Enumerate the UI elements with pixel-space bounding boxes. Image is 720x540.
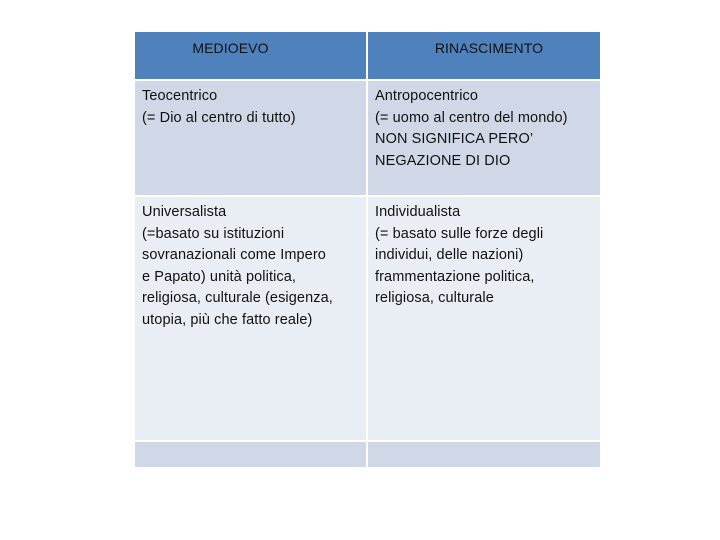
- cell-line: Universalista: [142, 204, 227, 220]
- cell-line: utopia, più che fatto reale): [142, 311, 313, 328]
- cell-line: sovranazionali come Impero: [142, 247, 326, 263]
- table-header-row: [135, 32, 600, 79]
- cell-line: (= uomo al centro del mondo): [375, 109, 568, 126]
- cell-line: Individualista: [375, 204, 461, 220]
- table-row-empty: [135, 442, 600, 467]
- cell-line: NON SIGNIFICA PERO’: [375, 131, 534, 147]
- cell-empty-left: [135, 442, 366, 467]
- cell-empty-right: [368, 442, 600, 467]
- cell-medioevo-teocentrico: [135, 81, 366, 195]
- cell-line: (= basato sulle forze degli: [375, 225, 544, 242]
- cell-line: (= Dio al centro di tutto): [142, 109, 296, 126]
- cell-line: frammentazione politica,: [375, 268, 535, 285]
- table-row: [135, 197, 600, 440]
- cell-medioevo-universalista: [135, 197, 366, 440]
- cell-line: religiosa, culturale: [375, 290, 494, 306]
- cell-line: NEGAZIONE DI DIO: [375, 152, 511, 169]
- header-medioevo: MEDIOEVO: [135, 32, 366, 79]
- cell-line: religiosa, culturale (esigenza,: [142, 290, 333, 306]
- cell-line: e Papato) unità politica,: [142, 268, 297, 285]
- cell-rinascimento-individualista: [368, 197, 600, 440]
- cell-line: (=basato su istituzioni: [142, 225, 285, 242]
- cell-line: Teocentrico: [142, 88, 218, 104]
- cell-rinascimento-antropocentrico: [368, 81, 600, 195]
- cell-line: Antropocentrico: [375, 88, 479, 104]
- header-rinascimento: RINASCIMENTO: [368, 32, 600, 79]
- cell-line: individui, delle nazioni): [375, 247, 524, 263]
- table-row: [135, 81, 600, 195]
